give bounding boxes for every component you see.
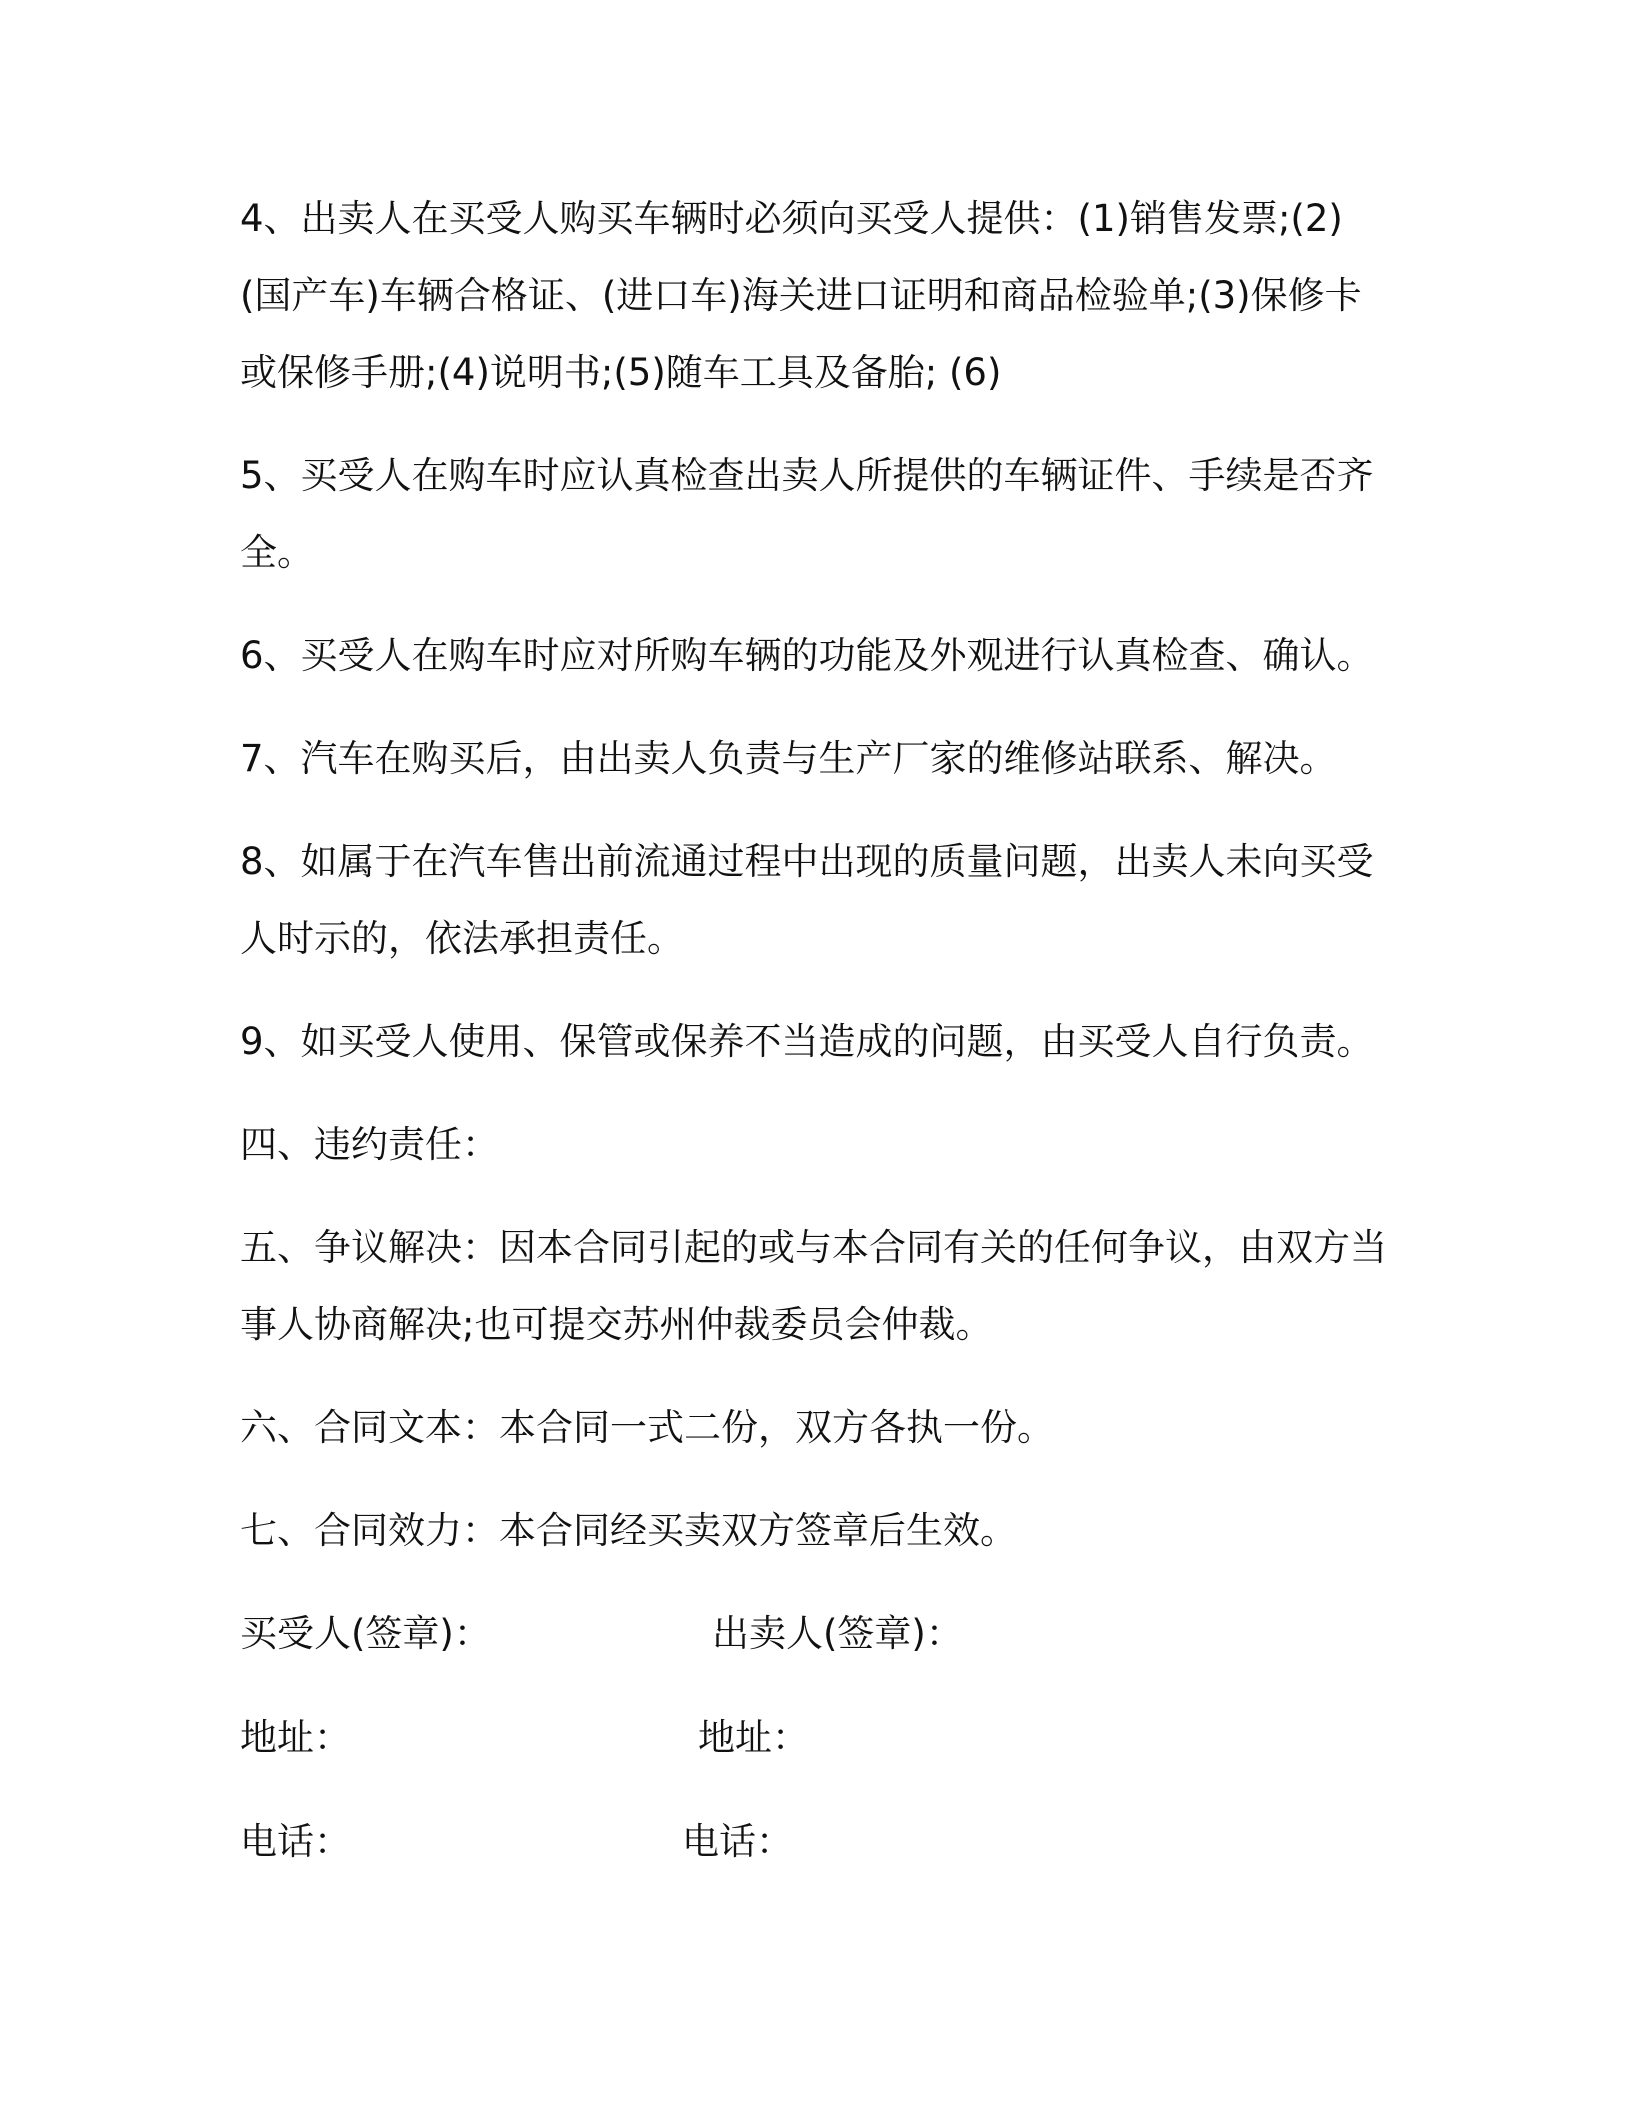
section-contract-copies: 六、合同文本：本合同一式二份，双方各执一份。: [240, 1406, 1054, 1449]
buyer-phone-label: 电话：: [240, 1820, 351, 1863]
section-breach-liability: 四、违约责任：: [240, 1123, 499, 1166]
clause-4: 4、出卖人在买受人购买车辆时必须向买受人提供：(1)销售发票;(2)(国产车)车辆合格证、(进口车)海关进口证明和商品检验单;(3)保修卡或保修手册;(4)说明书;(5)随车工具及备胎; (6): [240, 197, 1362, 394]
seller-signature-label: 出卖人(签章)：: [712, 1612, 963, 1655]
seller-address-label: 地址：: [698, 1716, 809, 1759]
clause-6: 6、买受人在购车时应对所购车辆的功能及外观进行认真检查、确认。: [240, 634, 1374, 677]
address-row: [240, 1699, 1390, 1803]
document-body: [240, 180, 1390, 1907]
phone-row: [240, 1803, 1390, 1907]
section-contract-effect: 七、合同效力：本合同经买卖双方签章后生效。: [240, 1509, 1017, 1552]
clause-8: 8、如属于在汽车售出前流通过程中出现的质量问题，出卖人未向买受人时示的，依法承担责任。: [240, 840, 1374, 960]
clause-5: 5、买受人在购车时应认真检查出卖人所提供的车辆证件、手续是否齐全。: [240, 454, 1374, 574]
buyer-address-label: 地址：: [240, 1716, 351, 1759]
clause-9: 9、如买受人使用、保管或保养不当造成的问题，由买受人自行负责。: [240, 1020, 1374, 1063]
clause-7: 7、汽车在购买后，由出卖人负责与生产厂家的维修站联系、解决。: [240, 737, 1337, 780]
seller-phone-label: 电话：: [682, 1820, 793, 1863]
signature-row: [240, 1595, 1390, 1699]
section-dispute-resolution: 五、争议解决：因本合同引起的或与本合同有关的任何争议，由双方当事人协商解决;也可提交苏州仲裁委员会仲裁。: [240, 1226, 1387, 1346]
buyer-signature-label: 买受人(签章)：: [240, 1612, 491, 1655]
